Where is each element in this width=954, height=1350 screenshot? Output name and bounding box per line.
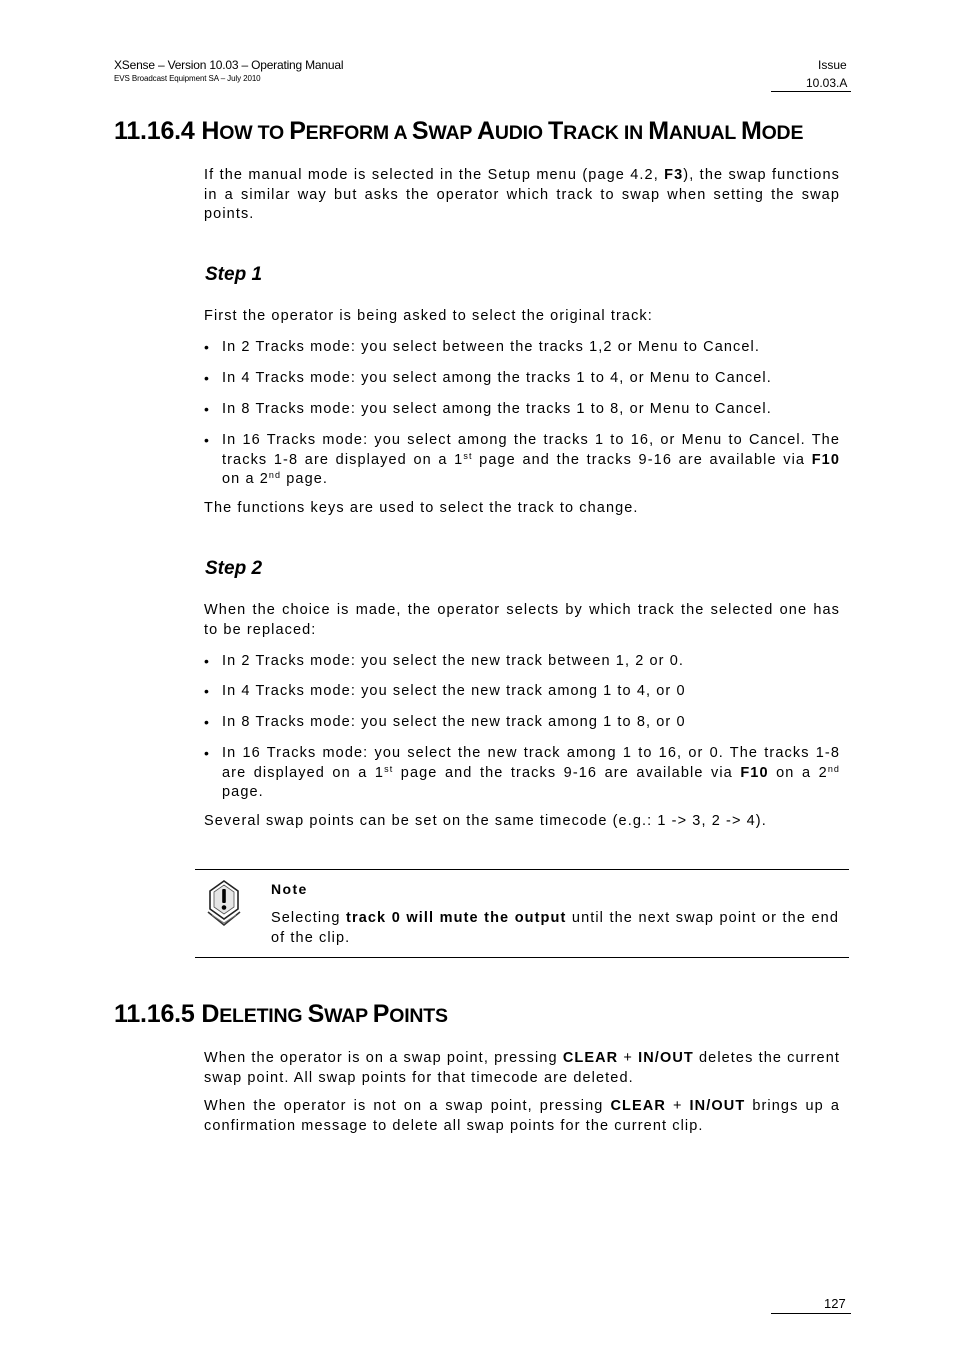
note-emphasis: track 0 will mute the output	[346, 910, 567, 926]
list-item-text: In 16 Tracks mode: you select the new track among 1 to 16, or 0. The tracks 1-8 are displayed on a 1	[222, 745, 840, 781]
list-item	[204, 338, 840, 358]
bullet-icon: •	[204, 653, 211, 669]
note-top-rule	[195, 869, 849, 870]
intro-paragraph	[204, 166, 840, 225]
paragraph-text: deletes the current swap point. All swap points for that timecode are deleted.	[204, 1050, 840, 1086]
bullet-icon: •	[204, 339, 211, 355]
section-number: 11.16.4	[114, 117, 195, 145]
paragraph-text: brings up a confirmation message to delete all swap points for the current clip.	[204, 1098, 840, 1134]
list-item-text: In 8 Tracks mode: you select the new track among 1 to 8, or 0	[222, 714, 686, 730]
superscript: st	[384, 763, 394, 774]
section-title-small: WAP	[324, 1005, 373, 1027]
section-title-small: ANUAL	[668, 122, 741, 144]
list-item-text: page and the tracks 9-16 are available via	[393, 764, 741, 781]
clear-key: CLEAR	[562, 1050, 619, 1066]
section-title-small: ODE	[761, 122, 804, 144]
list-item	[204, 369, 840, 389]
step1-closing: The functions keys are used to select the track to change.	[204, 500, 639, 516]
section-title-cap: S	[307, 1000, 325, 1028]
superscript: nd	[827, 763, 841, 774]
superscript: nd	[268, 470, 282, 480]
section-heading-deleting	[114, 1000, 448, 1029]
step2-lead: When the choice is made, the operator selects by which track the selected one has to be replaced:	[204, 602, 840, 638]
deleting-paragraph-2	[204, 1097, 840, 1136]
note-title: Note	[271, 881, 308, 897]
step1-heading: Step 1	[205, 264, 263, 285]
list-item-text: page.	[281, 471, 329, 487]
section-title-cap: H	[201, 117, 220, 145]
intro-text: If the manual mode is selected in the Setup menu (page 4.2,	[204, 167, 665, 183]
footer-rule	[771, 1313, 851, 1314]
f10-key: F10	[740, 764, 769, 781]
f3-key: F3	[664, 167, 684, 183]
company-date: EVS Broadcast Equipment SA – July 2010	[114, 74, 261, 83]
inout-key: IN/OUT	[689, 1098, 746, 1114]
note-text-part: until the next swap point or the end of the clip.	[271, 910, 839, 946]
section-title-small: ELETING	[219, 1005, 308, 1027]
list-item-text: on a 2	[768, 764, 828, 781]
list-item	[204, 400, 840, 420]
note-text-part: Selecting	[271, 910, 347, 926]
section-title-cap: T	[548, 117, 564, 145]
bullet-icon: •	[204, 745, 211, 761]
section-title-small: OINTS	[389, 1005, 448, 1027]
list-item-text: page.	[222, 784, 264, 800]
note-text	[271, 909, 839, 948]
bullet-icon: •	[204, 714, 211, 730]
note-warning-icon	[204, 879, 244, 927]
list-item	[204, 431, 840, 490]
section-title-small: RACK IN	[563, 122, 649, 144]
step2-heading: Step 2	[205, 558, 263, 579]
step1-lead: First the operator is being asked to select the original track:	[204, 308, 653, 324]
list-item	[204, 713, 840, 733]
bullet-icon: •	[204, 683, 211, 699]
section-number: 11.16.5	[114, 1000, 195, 1028]
bullet-icon: •	[204, 401, 211, 417]
deleting-paragraph-1	[204, 1049, 840, 1088]
note-bottom-rule	[195, 957, 849, 958]
list-item-text: page and the tracks 9-16 are available via	[472, 451, 812, 468]
section-title-small: WAP	[428, 122, 478, 144]
paragraph-text: When the operator is not on a swap point, pressing	[204, 1098, 611, 1114]
list-item	[204, 682, 840, 702]
list-item-text: In 8 Tracks mode: you select among the tracks 1 to 8, or Menu to Cancel.	[222, 401, 772, 417]
inout-key: IN/OUT	[638, 1050, 694, 1066]
superscript: st	[463, 450, 473, 461]
section-title-small: OW TO	[219, 122, 290, 144]
list-item-text: In 4 Tracks mode: you select among the tracks 1 to 4, or Menu to Cancel.	[222, 370, 772, 386]
list-item-text: on a 2	[222, 471, 269, 487]
list-item-text: In 16 Tracks mode: you select among the tracks 1 to 16, or Menu to Cancel. The tracks 1-8 are displayed on a 1	[222, 432, 840, 468]
bullet-icon: •	[204, 432, 211, 448]
section-title-cap: M	[740, 117, 762, 145]
issue-value: 10.03.A	[806, 76, 848, 90]
section-title-small: UDIO	[494, 122, 549, 144]
section-title-cap: A	[477, 117, 495, 145]
list-item-text: In 4 Tracks mode: you select the new track among 1 to 4, or 0	[222, 683, 686, 699]
header-rule	[771, 91, 851, 92]
clear-key: CLEAR	[610, 1098, 666, 1114]
step2-closing: Several swap points can be set on the same timecode (e.g.: 1 -> 3, 2 -> 4).	[204, 813, 767, 829]
section-heading-swap-manual	[114, 117, 803, 146]
list-item-text: In 2 Tracks mode: you select the new track between 1, 2 or 0.	[222, 653, 685, 669]
page-number: 127	[824, 1296, 846, 1311]
section-title-cap: D	[201, 1000, 220, 1028]
section-title-cap: M	[648, 117, 669, 145]
section-title-cap: S	[411, 117, 429, 145]
paragraph-text: +	[618, 1050, 639, 1066]
section-title-small: ERFORM A	[305, 122, 412, 144]
list-item	[204, 744, 840, 803]
list-item-text: In 2 Tracks mode: you select between the tracks 1,2 or Menu to Cancel.	[222, 339, 761, 355]
paragraph-text: +	[665, 1098, 690, 1114]
bullet-icon: •	[204, 370, 211, 386]
manual-title: XSense – Version 10.03 – Operating Manual	[114, 58, 344, 72]
section-title-cap: P	[372, 1000, 390, 1028]
section-title-cap: P	[289, 117, 306, 145]
f10-key: F10	[811, 451, 840, 468]
paragraph-text: When the operator is on a swap point, pressing	[204, 1050, 563, 1066]
list-item	[204, 652, 840, 672]
intro-text: ), the swap functions in a similar way but asks the operator which track to swap when setting the swap points.	[204, 167, 840, 222]
issue-label: Issue	[818, 58, 847, 72]
